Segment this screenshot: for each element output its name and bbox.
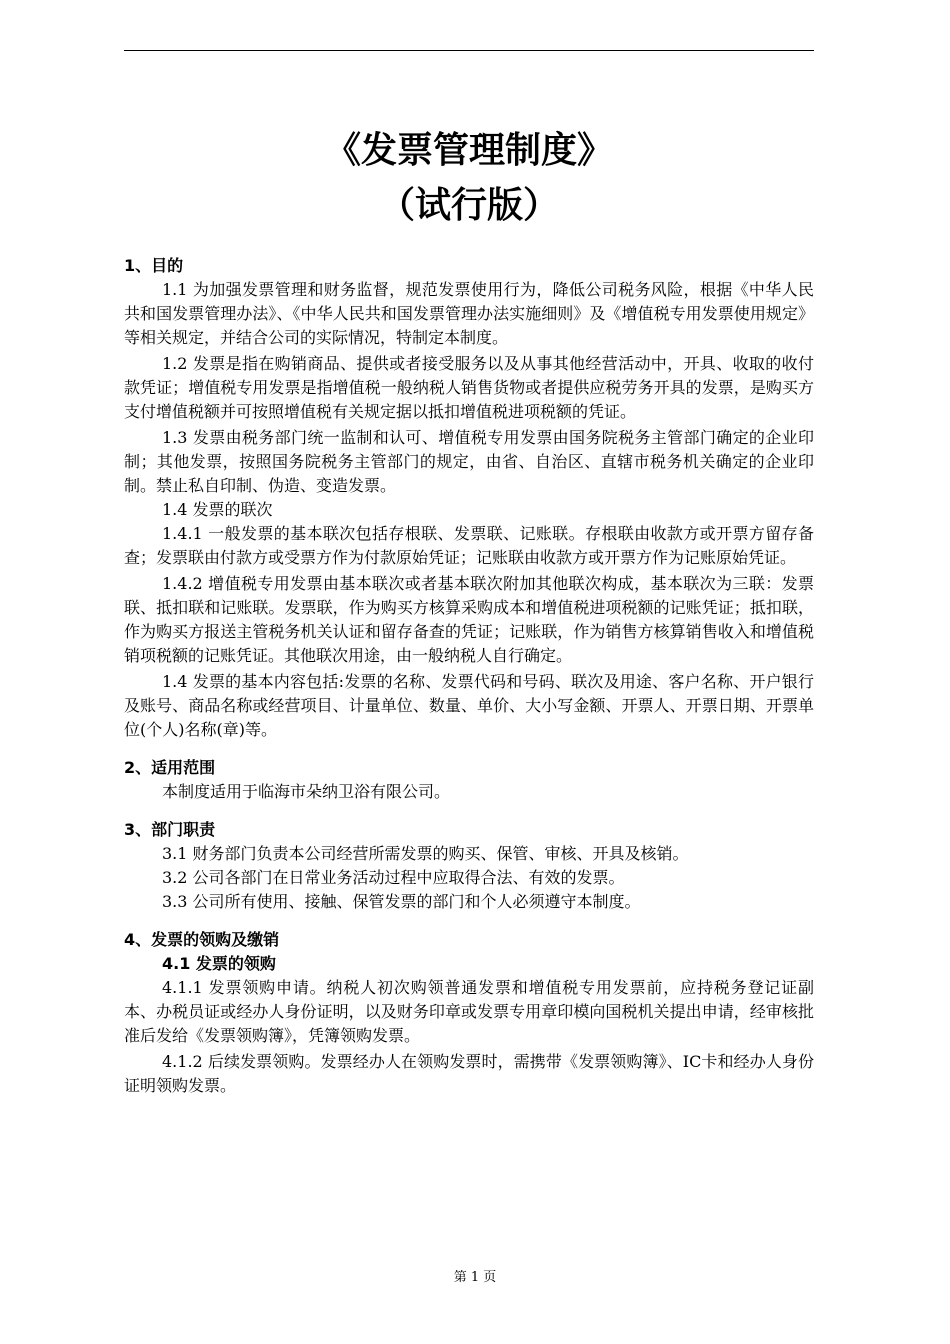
spacer	[124, 914, 814, 928]
page-number: 第 1 页	[453, 1270, 497, 1285]
document-body	[124, 254, 814, 1098]
section-heading-4: 4、发票的领购及缴销	[124, 930, 280, 949]
paragraph-1-1: 1.1 为加强发票管理和财务监督，规范发票使用行为，降低公司税务风险，根据《中华人民共和国发票管理办法》、《中华人民共和国发票管理办法实施细则》及《增值税专用发票使用规定》等相关规定，并结合公司的实际情况，特制定本制度。	[124, 280, 814, 347]
paragraph-2: 本制度适用于临海市朵纳卫浴有限公司。	[162, 782, 451, 801]
paragraph-3-1: 3.1 财务部门负责本公司经营所需发票的购买、保管、审核、开具及核销。	[162, 844, 689, 863]
spacer	[124, 742, 814, 756]
document-title: 《发票管理制度》	[324, 129, 613, 171]
paragraph-1-2: 1.2 发票是指在购销商品、提供或者接受服务以及从事其他经营活动中，开具、收取的收付款凭证；增值税专用发票是指增值税一般纳税人销售货物或者提供应税劳务开具的发票，是购买方支付增值税额并可按照增值税有关规定据以抵扣增值税进项税额的凭证。	[124, 354, 814, 421]
paragraph-1-4-2: 1.4.2 增值税专用发票由基本联次或者基本联次附加其他联次构成，基本联次为三联：发票联、抵扣联和记账联。发票联，作为购买方核算采购成本和增值税进项税额的记账凭证；抵扣联，作为购买方报送主管税务机关认证和留存备查的凭证；记账联，作为销售方核算销售收入和增值税销项税额的记账凭证。其他联次用途，由一般纳税人自行确定。	[124, 574, 814, 665]
spacer	[124, 804, 814, 818]
paragraph-1-4-content: 1.4 发票的基本内容包括:发票的名称、发票代码和号码、联次及用途、客户名称、开户银行及账号、商品名称或经营项目、计量单位、数量、单价、大小写金额、开票人、开票日期、开票单位(个人)名称(章)等。	[124, 672, 814, 739]
section-heading-1: 1、目的	[124, 256, 184, 275]
section-heading-3: 3、部门职责	[124, 820, 216, 839]
document-subtitle: （试行版）	[378, 184, 559, 226]
paragraph-4-1-1: 4.1.1 发票领购申请。纳税人初次购领普通发票和增值税专用发票前，应持税务登记证副本、办税员证或经办人身份证明，以及财务印章或发票专用章印模向国税机关提出申请，经审核批准后发给《发票领购簿》，凭簿领购发票。	[124, 978, 814, 1045]
subsection-heading-4-1: 4.1 发票的领购	[162, 954, 276, 973]
section-heading-2: 2、适用范围	[124, 758, 216, 777]
paragraph-4-1-2: 4.1.2 后续发票领购。发票经办人在领购发票时，需携带《发票领购簿》、IC卡和经办人身份证明领购发票。	[124, 1052, 814, 1095]
paragraph-3-2: 3.2 公司各部门在日常业务活动过程中应取得合法、有效的发票。	[162, 868, 625, 887]
paragraph-1-4: 1.4 发票的联次	[162, 500, 273, 519]
header-rule	[124, 50, 814, 51]
paragraph-1-4-1: 1.4.1 一般发票的基本联次包括存根联、发票联、记账联。存根联由收款方或开票方留存备查；发票联由付款方或受票方作为付款原始凭证；记账联由收款方或开票方作为记账原始凭证。	[124, 524, 814, 567]
paragraph-1-3: 1.3 发票由税务部门统一监制和认可、增值税专用发票由国务院税务主管部门确定的企业印制；其他发票，按照国务院税务主管部门的规定，由省、自治区、直辖市税务机关确定的企业印制。禁止私自印制、伪造、变造发票。	[124, 428, 814, 495]
paragraph-3-3: 3.3 公司所有使用、接触、保管发票的部门和个人必须遵守本制度。	[162, 892, 641, 911]
